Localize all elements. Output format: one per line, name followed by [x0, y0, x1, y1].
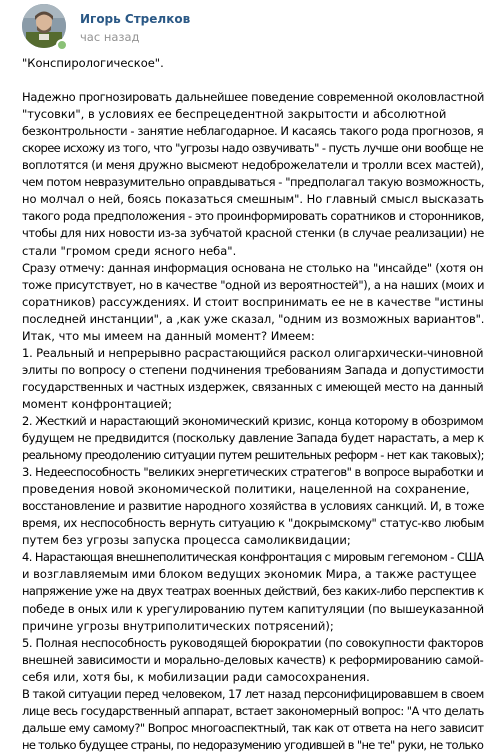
post-text-line	[22, 72, 484, 89]
post-text-line: государственных и частных издержек, связанных с имеющей место на данный	[22, 379, 484, 394]
post-text-line: и возглавляемым ими блоком ведущих экономик Мира, а также растущее	[22, 567, 477, 582]
post-text-line: напряжение уже на двух театрах военных действий, без каких-либо перспектив к	[22, 584, 484, 599]
post-text-line: будущем не предвидится (поскольку давление Запада будет нарастать, а мер к	[22, 431, 484, 446]
post-text-line: дальше ему самому?" Вопрос многоаспектный, так как от ответа на него зависит	[22, 720, 484, 735]
post-text-line: соратников) рассуждениях. И стоит воспринимать ее не в качестве "истины	[22, 294, 484, 309]
post-text-line: внешней зависимости и морально-деловых качеств) к реформированию самой-	[22, 652, 484, 667]
post-text-line: 3. Недееспособность "великих энергетических стратегов" в вопросе выработки и	[22, 465, 484, 480]
post-text-line: Надежно прогнозировать дальнейшее поведение современной околовластной	[22, 90, 485, 105]
post-text-line: момент конфронтацией;	[22, 396, 172, 411]
post-text-line: путем без угрозы запуска процесса самоликвидации;	[22, 533, 351, 548]
post-timestamp-link[interactable]: час назад	[80, 30, 140, 44]
post-text-line: воплотятся (и меня дружно высмеют недоброжелатели и тролли всех мастей),	[22, 158, 484, 173]
post-text-line: чем потом невразумительно оправдываться - "предполагал такую возможность,	[22, 175, 485, 190]
post-text-line: последней инстанции", а ,как уже сказал, "одним из возможных вариантов".	[22, 311, 485, 326]
post-text-line: стали "громом среди ясного неба".	[22, 243, 237, 258]
post-text-line: проведения новой экономической политики, нацеленной на сохранение,	[22, 482, 470, 497]
post-text-line: "Конспирологическое".	[22, 56, 164, 70]
online-status-indicator	[56, 39, 68, 51]
post-text-line: безконтрольности - занятие неблагодарное. И касаясь такого рода прогнозов, я	[22, 124, 484, 139]
post-text-line: восстановление и развитие народного хозяйства в условиях санкций. И, в тоже	[22, 499, 485, 514]
post-text-line: В такой ситуации перед человеком, 17 лет назад персонифицировавшем в своем	[22, 686, 484, 701]
author-name-link[interactable]: Игорь Стрелков	[80, 12, 191, 26]
post-text-line: элиты по вопросу о степени подчинения требованиям Запада и допустимости	[22, 362, 485, 377]
post-text-line: такого рода предположения - это проинформировать соратников и сторонников,	[22, 209, 484, 224]
post-text-line: "тусовки", в условиях ее беспрецедентной закрытости и абсолютной	[22, 107, 447, 122]
post-text-line: время, их неспособность вернуть ситуацию к "докрымскому" статус-кво любым	[22, 516, 485, 531]
post-text	[22, 55, 484, 754]
post-text-line: себя или, хотя бы, к мобилизации ради самосохранения.	[22, 669, 370, 684]
post-text-line: но молчал о ней, боясь показаться смешным". Но главный смысл высказать	[22, 192, 485, 207]
post-text-line: лице весь государственный аппарат, встает закономерный вопрос: "А что делать	[22, 703, 484, 718]
post-text-line: скорее исхожу из того, что "угрозы надо озвучивать" - пусть лучше они вообще не	[22, 141, 484, 156]
post-text-line: победе в оных или к урегулированию путем капитуляции (по вышеуказанной	[22, 601, 484, 616]
post-text-line: 1. Реальный и непрерывно расрастающийся раскол олигархически-чиновной	[22, 345, 484, 360]
post-text-line: Сразу отмечу: данная информация основана не столько на "инсайде" (хотя он	[22, 260, 484, 275]
post-text-line: не только будущее страны, по недоразумению угодившей в "не те" руки, не только	[22, 737, 484, 752]
post-text-line: 2. Жесткий и нарастающий экономический кризис, конца которому в обозримом	[22, 413, 484, 428]
post-text-line: причине угрозы внутриполитических потрясений);	[22, 618, 334, 633]
post-text-line: 4. Нарастающая внешнеполитическая конфронтация с мировым гегемоном - США	[22, 550, 484, 565]
post-text-line: 5. Полная неспособность руководящей бюрократии (по совокупности факторов	[22, 635, 484, 650]
post-text-line: чтобы для них новости из-за зубчатой красной стенки (в случае реализации) не	[22, 226, 484, 241]
post-text-line: реальному преодолению ситуации путем решительных реформ - нет как таковых);	[22, 448, 484, 463]
post-text-line: тоже присутствует, но в качестве "одной из вероятностей"), а на наших (моих и	[22, 277, 485, 292]
post-text-line: Итак, что мы имеем на данный момент? Имеем:	[22, 328, 315, 343]
